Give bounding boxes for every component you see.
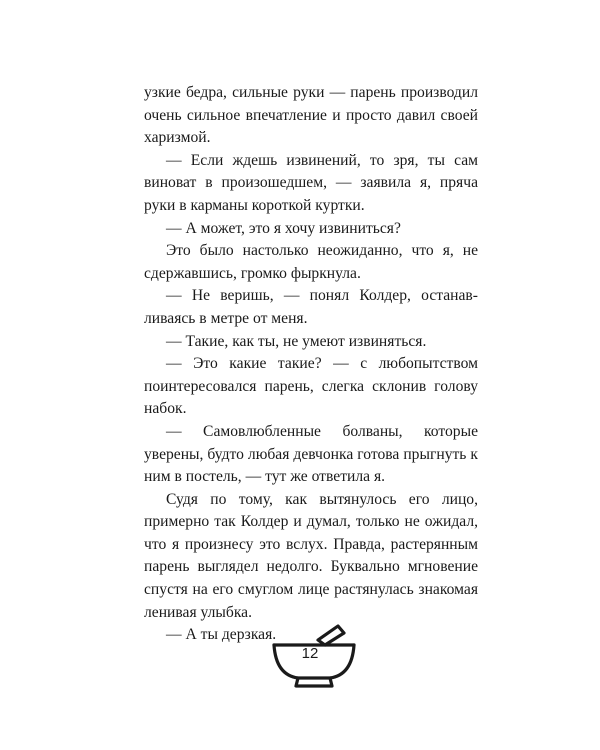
paragraph-5: — Не веришь, — понял Колдер, останавливаясь в метре от меня. bbox=[144, 287, 478, 327]
page-number: 12 bbox=[301, 645, 319, 662]
paragraph-10: — А ты дерзкая. bbox=[166, 626, 277, 644]
paragraph-4: Это было настолько неожиданно, что я, не сдержавшись, громко фыркнула. bbox=[144, 242, 478, 282]
paragraph-2: — Если ждешь извинений, то зря, ты сам виноват в произошедшем, — заявила я, пряча руки в карманы короткой куртки. bbox=[144, 151, 478, 214]
paragraph-6: — Такие, как ты, не умеют извиняться. bbox=[166, 332, 427, 350]
paragraph-8: — Самовлюбленные болваны, которые уверены, будто любая девчонка готова прыгнуть к ним в постель, — тут же ответила я. bbox=[144, 422, 478, 486]
paragraph-9: Судя по тому, как вытянулось его лицо, примерно так Колдер и думал, только не ожидал, что я произнесу это вслух. Правда, растерянным парень выглядел недолго. Буквально мгновение спустя на его смуглом лице растянулась знакомая ленивая улыбка. bbox=[144, 490, 478, 621]
paragraph-3: — А может, это я хочу извиниться? bbox=[166, 219, 401, 237]
page-text bbox=[144, 82, 478, 647]
paragraph-7: — Это какие такие? — с любопытством поинтересовался парень, слегка склонив голову набок. bbox=[144, 355, 478, 418]
paragraph-1: узкие бедра, сильные руки — парень производил очень сильное впечатление и просто давил своей харизмой. bbox=[144, 84, 478, 147]
